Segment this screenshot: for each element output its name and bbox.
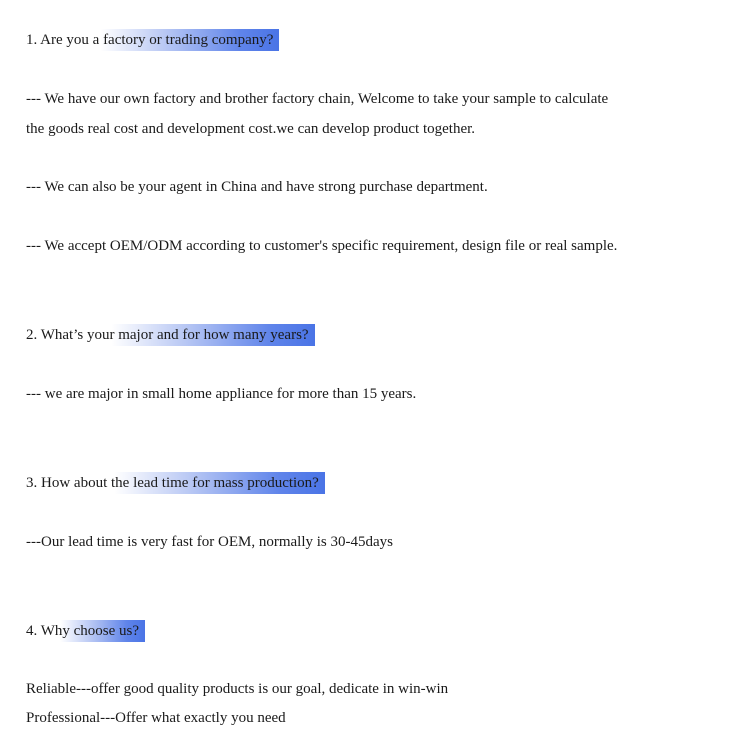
question-highlight: 1. Are you a factory or trading company?: [24, 29, 279, 51]
faq-answer-1-line-1: --- We have our own factory and brother factory chain, Welcome to take your sample to calculate: [26, 91, 609, 107]
faq-question-4: [26, 620, 145, 642]
faq-question-1: [26, 29, 279, 51]
question-highlight: 4. Why choose us?: [24, 620, 145, 642]
faq-answer-1-line-4: --- We accept OEM/ODM according to customer's specific requirement, design file or real sample.: [26, 238, 618, 254]
faq-answer-1-line-3: --- We can also be your agent in China and have strong purchase department.: [26, 179, 488, 195]
faq-answer-4-line-2: Professional---Offer what exactly you need: [26, 710, 286, 726]
faq-answer-4-line-1: Reliable---offer good quality products is our goal, dedicate in win-win: [26, 681, 449, 697]
faq-question-2: [26, 324, 315, 346]
faq-question-3: [26, 472, 325, 494]
question-highlight: 3. How about the lead time for mass production?: [24, 472, 325, 494]
faq-answer-1-line-2: the goods real cost and development cost.we can develop product together.: [26, 121, 476, 137]
faq-answer-3: ---Our lead time is very fast for OEM, normally is 30-45days: [26, 534, 393, 550]
question-highlight: 2. What’s your major and for how many years?: [24, 324, 315, 346]
faq-answer-2: --- we are major in small home appliance for more than 15 years.: [26, 386, 417, 402]
